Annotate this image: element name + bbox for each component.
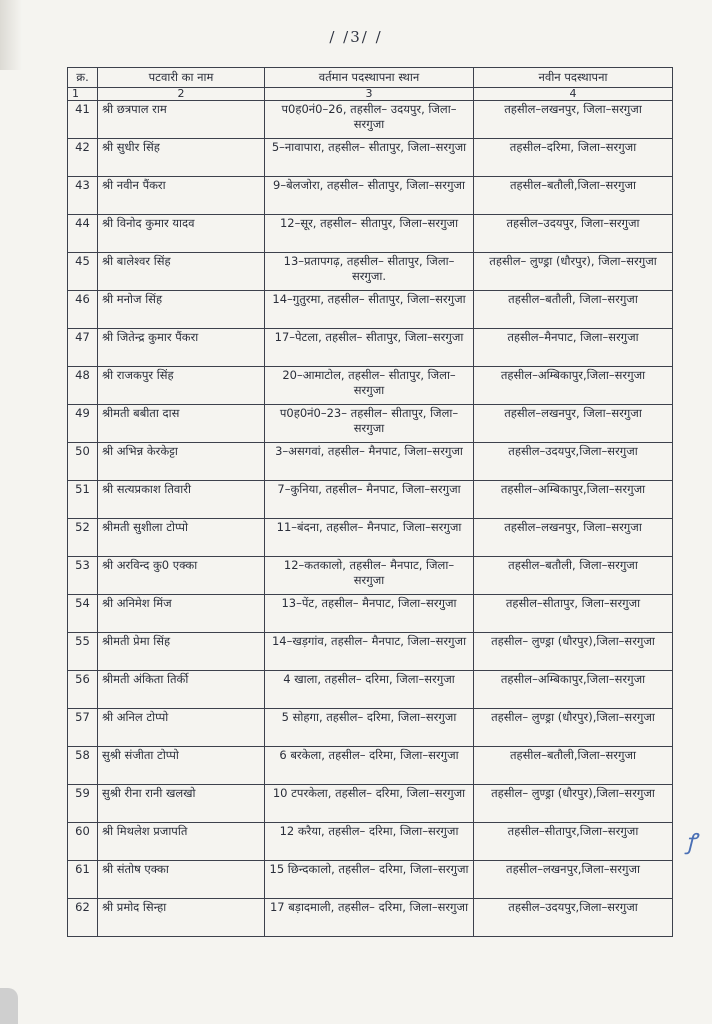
current-posting-cell: 5–नावापारा, तहसील– सीतापुर, जिला–सरगुजा <box>265 139 474 177</box>
new-posting-cell: तहसील–लखनपुर, जिला–सरगुजा <box>474 405 673 443</box>
current-posting-cell: 20–आमाटोल, तहसील– सीतापुर, जिला–सरगुजा <box>265 367 474 405</box>
table-row <box>68 253 673 291</box>
current-posting-cell: 15 छिन्दकालो, तहसील– दरिमा, जिला–सरगुजा <box>265 861 474 899</box>
header-new-posting: नवीन पदस्थापना <box>474 68 673 88</box>
current-posting-cell: 13–पेंट, तहसील– मैनपाट, जिला–सरगुजा <box>265 595 474 633</box>
serial-number-cell: 50 <box>68 443 98 481</box>
patwari-name-cell: श्री अभिन्न केरकेट्टा <box>98 443 265 481</box>
current-posting-cell: 4 खाला, तहसील– दरिमा, जिला–सरगुजा <box>265 671 474 709</box>
serial-number-cell: 42 <box>68 139 98 177</box>
patwari-name-cell: श्रीमती सुशीला टोप्पो <box>98 519 265 557</box>
new-posting-cell: तहसील–बतौली,जिला–सरगुजा <box>474 747 673 785</box>
patwari-name-cell: श्रीमती अंकिता तिर्की <box>98 671 265 709</box>
new-posting-cell: तहसील– लुण्ड्रा (धौरपुर),जिला–सरगुजा <box>474 709 673 747</box>
patwari-name-cell: श्री अनिमेश मिंज <box>98 595 265 633</box>
new-posting-cell: तहसील–अम्बिकापुर,जिला–सरगुजा <box>474 367 673 405</box>
current-posting-cell: 17–पेटला, तहसील– सीतापुर, जिला–सरगुजा <box>265 329 474 367</box>
current-posting-cell: 6 बरकेला, तहसील– दरिमा, जिला–सरगुजा <box>265 747 474 785</box>
patwari-name-cell: श्री राजकपुर सिंह <box>98 367 265 405</box>
table-row <box>68 899 673 937</box>
serial-number-cell: 45 <box>68 253 98 291</box>
patwari-name-cell: श्री संतोष एक्का <box>98 861 265 899</box>
table-row <box>68 139 673 177</box>
serial-number-cell: 56 <box>68 671 98 709</box>
header-number: 3 <box>265 88 474 101</box>
serial-number-cell: 55 <box>68 633 98 671</box>
new-posting-cell: तहसील–लखनपुर, जिला–सरगुजा <box>474 101 673 139</box>
current-posting-cell: 13–प्रतापगढ़, तहसील– सीतापुर, जिला–सरगुजा. <box>265 253 474 291</box>
table-header-number-row <box>68 88 673 101</box>
new-posting-cell: तहसील–बतौली, जिला–सरगुजा <box>474 291 673 329</box>
new-posting-cell: तहसील–उदयपुर,जिला–सरगुजा <box>474 443 673 481</box>
patwari-name-cell: श्री छत्रपाल राम <box>98 101 265 139</box>
table-row <box>68 519 673 557</box>
serial-number-cell: 51 <box>68 481 98 519</box>
header-current-posting: वर्तमान पदस्थापना स्थान <box>265 68 474 88</box>
new-posting-cell: तहसील–बतौली,जिला–सरगुजा <box>474 177 673 215</box>
current-posting-cell: 9–बेलजोरा, तहसील– सीतापुर, जिला–सरगुजा <box>265 177 474 215</box>
serial-number-cell: 43 <box>68 177 98 215</box>
new-posting-cell: तहसील–अम्बिकापुर,जिला–सरगुजा <box>474 481 673 519</box>
patwari-name-cell: श्री नवीन पैंकरा <box>98 177 265 215</box>
current-posting-cell: 12–सूर, तहसील– सीतापुर, जिला–सरगुजा <box>265 215 474 253</box>
table-row <box>68 557 673 595</box>
header-number: 2 <box>98 88 265 101</box>
table-row <box>68 595 673 633</box>
patwari-name-cell: श्रीमती बबीता दास <box>98 405 265 443</box>
table-row <box>68 861 673 899</box>
new-posting-cell: तहसील– लुण्ड्रा (धौरपुर), जिला–सरगुजा <box>474 253 673 291</box>
current-posting-cell: 12 करैया, तहसील– दरिमा, जिला–सरगुजा <box>265 823 474 861</box>
serial-number-cell: 61 <box>68 861 98 899</box>
header-name: पटवारी का नाम <box>98 68 265 88</box>
patwari-name-cell: श्री मनोज सिंह <box>98 291 265 329</box>
serial-number-cell: 44 <box>68 215 98 253</box>
table-row <box>68 671 673 709</box>
patwari-name-cell: श्री बालेश्वर सिंह <box>98 253 265 291</box>
patwari-name-cell: श्री मिथलेश प्रजापति <box>98 823 265 861</box>
current-posting-cell: 17 बड़ादमाली, तहसील– दरिमा, जिला–सरगुजा <box>265 899 474 937</box>
scan-smudge <box>0 988 18 1024</box>
serial-number-cell: 62 <box>68 899 98 937</box>
current-posting-cell: 14–गुतुरमा, तहसील– सीतापुर, जिला–सरगुजा <box>265 291 474 329</box>
patwari-name-cell: श्री प्रमोद सिन्हा <box>98 899 265 937</box>
table-row <box>68 443 673 481</box>
current-posting-cell: 14–खड़गांव, तहसील– मैनपाट, जिला–सरगुजा <box>265 633 474 671</box>
serial-number-cell: 57 <box>68 709 98 747</box>
new-posting-cell: तहसील–लखनपुर,जिला–सरगुजा <box>474 861 673 899</box>
table-row <box>68 177 673 215</box>
patwari-name-cell: श्रीमती प्रेमा सिंह <box>98 633 265 671</box>
table-body <box>68 101 673 937</box>
current-posting-cell: प0ह0नं0–26, तहसील– उदयपुर, जिला–सरगुजा <box>265 101 474 139</box>
current-posting-cell: 12–कतकालो, तहसील– मैनपाट, जिला–सरगुजा <box>265 557 474 595</box>
current-posting-cell: प0ह0नं0–23– तहसील– सीतापुर, जिला–सरगुजा <box>265 405 474 443</box>
serial-number-cell: 60 <box>68 823 98 861</box>
new-posting-cell: तहसील– लुण्ड्रा (धौरपुर),जिला–सरगुजा <box>474 633 673 671</box>
new-posting-cell: तहसील–उदयपुर, जिला–सरगुजा <box>474 215 673 253</box>
serial-number-cell: 49 <box>68 405 98 443</box>
patwari-name-cell: सुश्री रीना रानी खलखो <box>98 785 265 823</box>
new-posting-cell: तहसील– लुण्ड्रा (धौरपुर),जिला–सरगुजा <box>474 785 673 823</box>
table-row <box>68 747 673 785</box>
patwari-name-cell: श्री अनिल टोप्पो <box>98 709 265 747</box>
table-header-row <box>68 68 673 88</box>
table-row <box>68 633 673 671</box>
serial-number-cell: 53 <box>68 557 98 595</box>
serial-number-cell: 59 <box>68 785 98 823</box>
serial-number-cell: 54 <box>68 595 98 633</box>
page-number: / /3/ / <box>329 28 383 46</box>
serial-number-cell: 52 <box>68 519 98 557</box>
table-row <box>68 329 673 367</box>
patwari-name-cell: श्री अरविन्द कु0 एक्का <box>98 557 265 595</box>
serial-number-cell: 58 <box>68 747 98 785</box>
table-row <box>68 405 673 443</box>
table-row <box>68 215 673 253</box>
patwari-name-cell: सुश्री संजीता टोप्पो <box>98 747 265 785</box>
header-number: 4 <box>474 88 673 101</box>
handwritten-mark: ꝭ <box>686 830 697 855</box>
patwari-name-cell: श्री जितेन्द्र कुमार पैंकरा <box>98 329 265 367</box>
table-row <box>68 709 673 747</box>
new-posting-cell: तहसील–सीतापुर,जिला–सरगुजा <box>474 823 673 861</box>
new-posting-cell: तहसील–मैनपाट, जिला–सरगुजा <box>474 329 673 367</box>
new-posting-cell: तहसील–दरिमा, जिला–सरगुजा <box>474 139 673 177</box>
patwari-name-cell: श्री विनोद कुमार यादव <box>98 215 265 253</box>
table-row <box>68 291 673 329</box>
serial-number-cell: 47 <box>68 329 98 367</box>
serial-number-cell: 41 <box>68 101 98 139</box>
current-posting-cell: 5 सोहगा, तहसील– दरिमा, जिला–सरगुजा <box>265 709 474 747</box>
new-posting-cell: तहसील–बतौली, जिला–सरगुजा <box>474 557 673 595</box>
table-row <box>68 823 673 861</box>
header-number: 1 <box>68 88 98 101</box>
serial-number-cell: 48 <box>68 367 98 405</box>
table-row <box>68 481 673 519</box>
serial-number-cell: 46 <box>68 291 98 329</box>
table-row <box>68 785 673 823</box>
table-row <box>68 367 673 405</box>
patwari-name-cell: श्री सत्यप्रकाश तिवारी <box>98 481 265 519</box>
current-posting-cell: 11–बंदना, तहसील– मैनपाट, जिला–सरगुजा <box>265 519 474 557</box>
header-sn: क्र. <box>68 68 98 88</box>
table-row <box>68 101 673 139</box>
current-posting-cell: 7–कुनिया, तहसील– मैनपाट, जिला–सरगुजा <box>265 481 474 519</box>
new-posting-cell: तहसील–अम्बिकापुर,जिला–सरगुजा <box>474 671 673 709</box>
new-posting-cell: तहसील–सीतापुर, जिला–सरगुजा <box>474 595 673 633</box>
new-posting-cell: तहसील–उदयपुर,जिला–सरगुजा <box>474 899 673 937</box>
transfer-table <box>67 67 673 937</box>
new-posting-cell: तहसील–लखनपुर, जिला–सरगुजा <box>474 519 673 557</box>
patwari-name-cell: श्री सुधीर सिंह <box>98 139 265 177</box>
current-posting-cell: 10 टपरकेला, तहसील– दरिमा, जिला–सरगुजा <box>265 785 474 823</box>
current-posting-cell: 3–असगवां, तहसील– मैनपाट, जिला–सरगुजा <box>265 443 474 481</box>
